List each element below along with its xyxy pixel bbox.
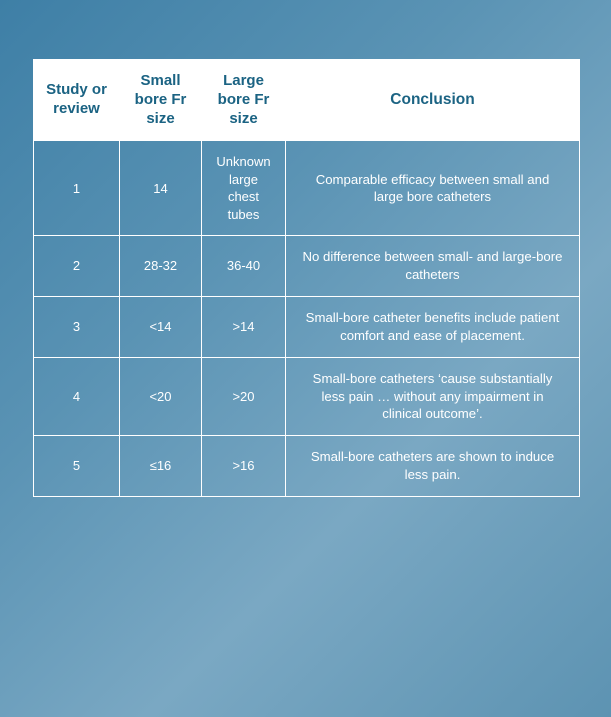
cell-conclusion: Comparable efficacy between small and large bore catheters [286,141,580,236]
column-header-large-bore [202,60,286,141]
table-row [34,297,580,358]
cell-study: 1 [34,141,120,236]
cell-large-bore: >20 [202,357,286,435]
cell-large-bore: >16 [202,436,286,497]
cell-small-bore: 14 [120,141,202,236]
cell-large-bore: 36-40 [202,236,286,297]
cell-large-bore: >14 [202,297,286,358]
comparison-table [33,59,580,497]
table-header-row [34,60,580,141]
column-header-small-bore [120,60,202,141]
cell-conclusion: Small-bore catheter benefits include patient comfort and ease of placement. [286,297,580,358]
cell-small-bore: <14 [120,297,202,358]
column-header-study [34,60,120,141]
table-header [34,60,580,141]
cell-conclusion: No difference between small- and large-bore catheters [286,236,580,297]
column-header-study-label: Study or review [46,81,107,118]
cell-study: 3 [34,297,120,358]
cell-study: 5 [34,436,120,497]
table-row [34,357,580,435]
cell-small-bore: 28-32 [120,236,202,297]
comparison-table-container [33,59,579,497]
cell-small-bore: <20 [120,357,202,435]
cell-conclusion: Small-bore catheters ‘cause substantially less pain … without any impairment in clinical outcome’. [286,357,580,435]
cell-large-bore: Unknown large chest tubes [202,141,286,236]
cell-study: 2 [34,236,120,297]
column-header-conclusion-label: Conclusion [390,91,475,109]
table-row [34,236,580,297]
cell-small-bore: ≤16 [120,436,202,497]
cell-conclusion: Small-bore catheters are shown to induce less pain. [286,436,580,497]
column-header-small-bore-label: Small bore Fr size [134,72,187,127]
column-header-conclusion [286,60,580,141]
cell-study: 4 [34,357,120,435]
column-header-large-bore-label: Large bore Fr size [217,72,270,127]
table-row [34,436,580,497]
table-body [34,141,580,497]
table-row [34,141,580,236]
